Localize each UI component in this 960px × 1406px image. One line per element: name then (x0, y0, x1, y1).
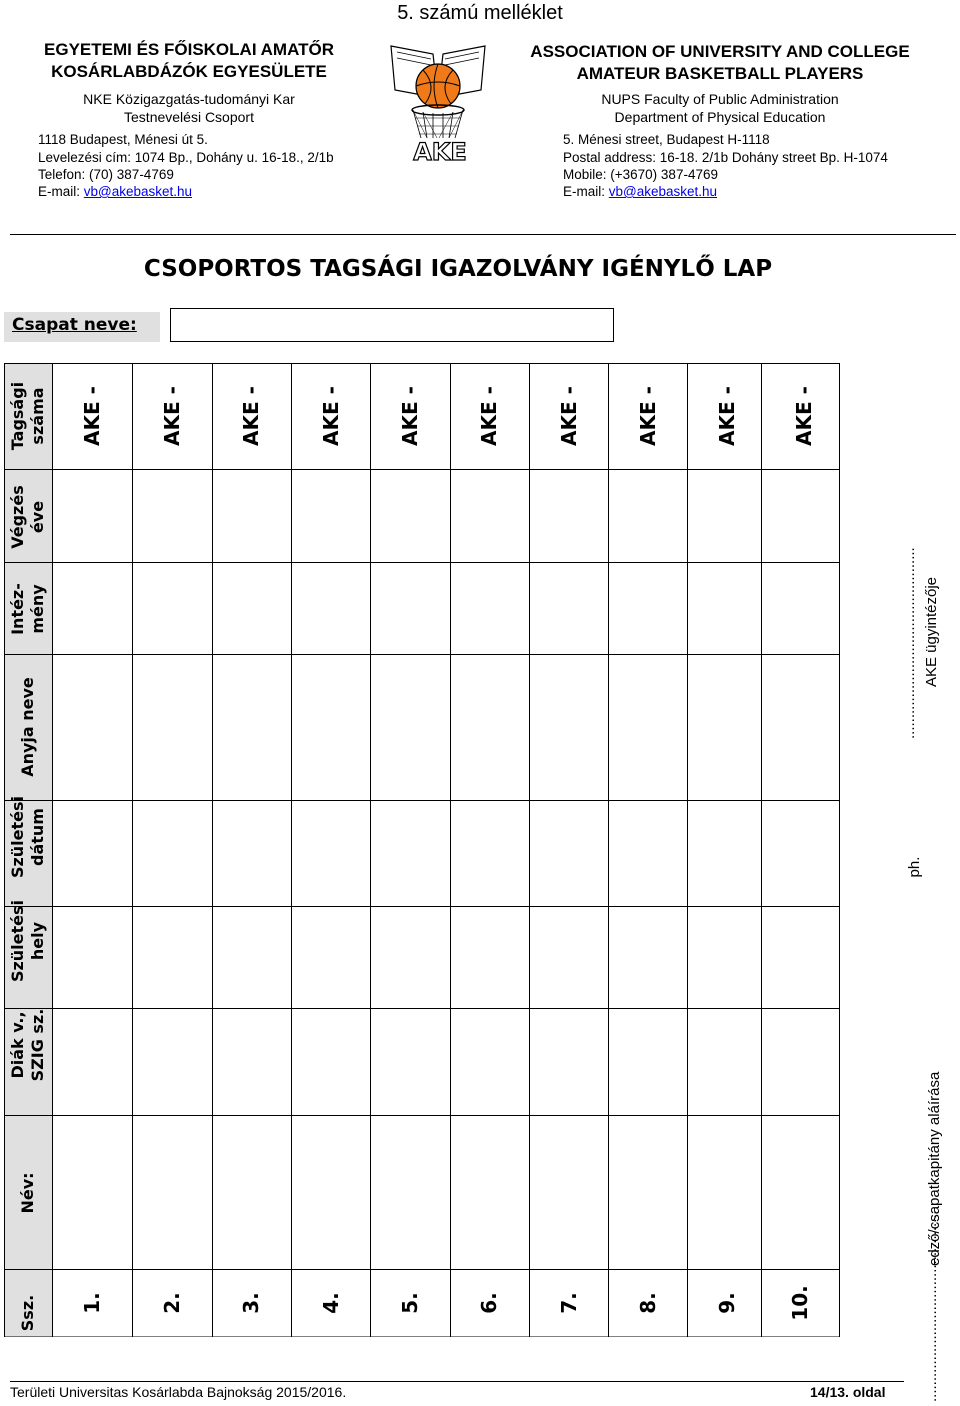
email-row-hu (38, 183, 192, 201)
row-number-5: 5. (398, 1292, 422, 1314)
row-number-4: 4. (319, 1292, 343, 1314)
phone-en: Mobile: (+3670) 387-4769 (563, 167, 718, 182)
row-number-9: 9. (715, 1292, 739, 1314)
col-header-birthplace-line1: Születési (8, 899, 27, 983)
page-number: 14/13. oldal (810, 1384, 886, 1400)
col-header-id-line1: Diák v., (8, 1011, 27, 1079)
row-number-7: 7. (557, 1292, 581, 1314)
member-number-9: AKE - (715, 386, 739, 446)
email-row-en (563, 183, 717, 201)
col-header-name: Név: (18, 1172, 37, 1214)
col-header-institution-line2: mény (28, 584, 47, 634)
col-header-institution-line1: Intéz- (8, 583, 27, 635)
coach-signature-label: edző/csapatkapitány aláírása (926, 1071, 943, 1266)
address-en: 5. Ménesi street, Budapest H-1118 (563, 132, 770, 147)
org-name-en-line1: ASSOCIATION OF UNIVERSITY AND COLLEGE (530, 42, 910, 61)
col-header-birthplace-line2: hely (28, 921, 47, 961)
ake-logo (383, 38, 493, 164)
address-hu: 1118 Budapest, Ménesi út 5. (38, 132, 208, 147)
admin-signature-label: AKE ügyintézője (923, 576, 940, 688)
col-header-graduation (4, 470, 52, 564)
email-label: E-mail: (38, 184, 84, 199)
col-header-membership (4, 363, 52, 469)
member-table (4, 363, 840, 1337)
faculty-hu: NKE Közigazgatás-tudományi Kar (83, 91, 295, 107)
email-label: E-mail: (563, 184, 609, 199)
col-header-birthdate-line2: dátum (28, 808, 47, 866)
footer-divider (10, 1381, 904, 1382)
admin-signature-dots: .............................................. (901, 547, 918, 739)
member-number-7: AKE - (557, 386, 581, 446)
row-number-6: 6. (477, 1292, 501, 1314)
member-number-4: AKE - (319, 386, 343, 446)
col-header-membership-line2: száma (28, 387, 47, 445)
col-header-mother-name: Anyja neve (18, 677, 37, 777)
row-number-2: 2. (160, 1292, 184, 1314)
member-number-10: AKE - (792, 386, 816, 446)
member-number-2: AKE - (160, 386, 184, 446)
org-name-hu-line2: KOSÁRLABDÁZÓK EGYESÜLETE (51, 62, 327, 81)
stamp-placeholder: ph. (906, 856, 923, 878)
email-link[interactable]: vb@akebasket.hu (83, 184, 193, 199)
member-number-3: AKE - (239, 386, 263, 446)
org-name-hu-line1: EGYETEMI ÉS FŐISKOLAI AMATŐR (44, 40, 334, 59)
col-header-id-line2: SZIG sz. (28, 1008, 47, 1082)
header-divider (10, 234, 956, 235)
member-number-5: AKE - (398, 386, 422, 446)
form-title: CSOPORTOS TAGSÁGI IGAZOLVÁNY IGÉNYLŐ LAP (143, 256, 773, 282)
department-en: Department of Physical Education (614, 109, 826, 125)
postal-en: Postal address: 16-18. 2/1b Dohány street Bp. H-1074 (563, 150, 888, 165)
row-number-8: 8. (636, 1292, 660, 1314)
footer-championship: Területi Universitas Kosárlabda Bajnokság 2015/2016. (10, 1384, 347, 1400)
member-number-8: AKE - (636, 386, 660, 446)
email-link[interactable]: vb@akebasket.hu (608, 184, 718, 199)
row-number-1: 1. (80, 1292, 104, 1314)
coach-signature-dots: .............................................. (923, 1210, 940, 1402)
table-grid (4, 363, 840, 1337)
org-name-en-line2: AMATEUR BASKETBALL PLAYERS (576, 64, 864, 83)
row-number-10: 10. (788, 1285, 812, 1321)
phone-hu: Telefon: (70) 387-4769 (38, 167, 174, 182)
col-header-birthplace (4, 890, 52, 992)
member-number-1: AKE - (80, 386, 104, 446)
col-header-graduation-line1: Végzés (8, 485, 27, 549)
team-name-label (4, 312, 160, 342)
col-header-id (4, 992, 52, 1098)
col-header-institution (4, 563, 52, 655)
team-name-field[interactable] (170, 308, 614, 342)
col-header-birthdate-line1: Születési (8, 795, 27, 879)
department-hu: Testnevelési Csoport (124, 109, 254, 125)
col-header-membership-line1: Tagsági (8, 381, 27, 451)
col-header-graduation-line2: éve (28, 500, 47, 534)
logo-text: AKE (413, 138, 467, 166)
faculty-en: NUPS Faculty of Public Administration (601, 91, 839, 107)
col-header-ssz: Ssz. (18, 1294, 37, 1332)
postal-hu: Levelezési cím: 1074 Bp., Dohány u. 16-18., 2/1b (38, 150, 334, 165)
team-name-label-text: Csapat neve: (12, 315, 137, 335)
row-number-3: 3. (239, 1292, 263, 1314)
member-number-6: AKE - (477, 386, 501, 446)
annex-label: 5. számú melléklet (397, 2, 563, 24)
